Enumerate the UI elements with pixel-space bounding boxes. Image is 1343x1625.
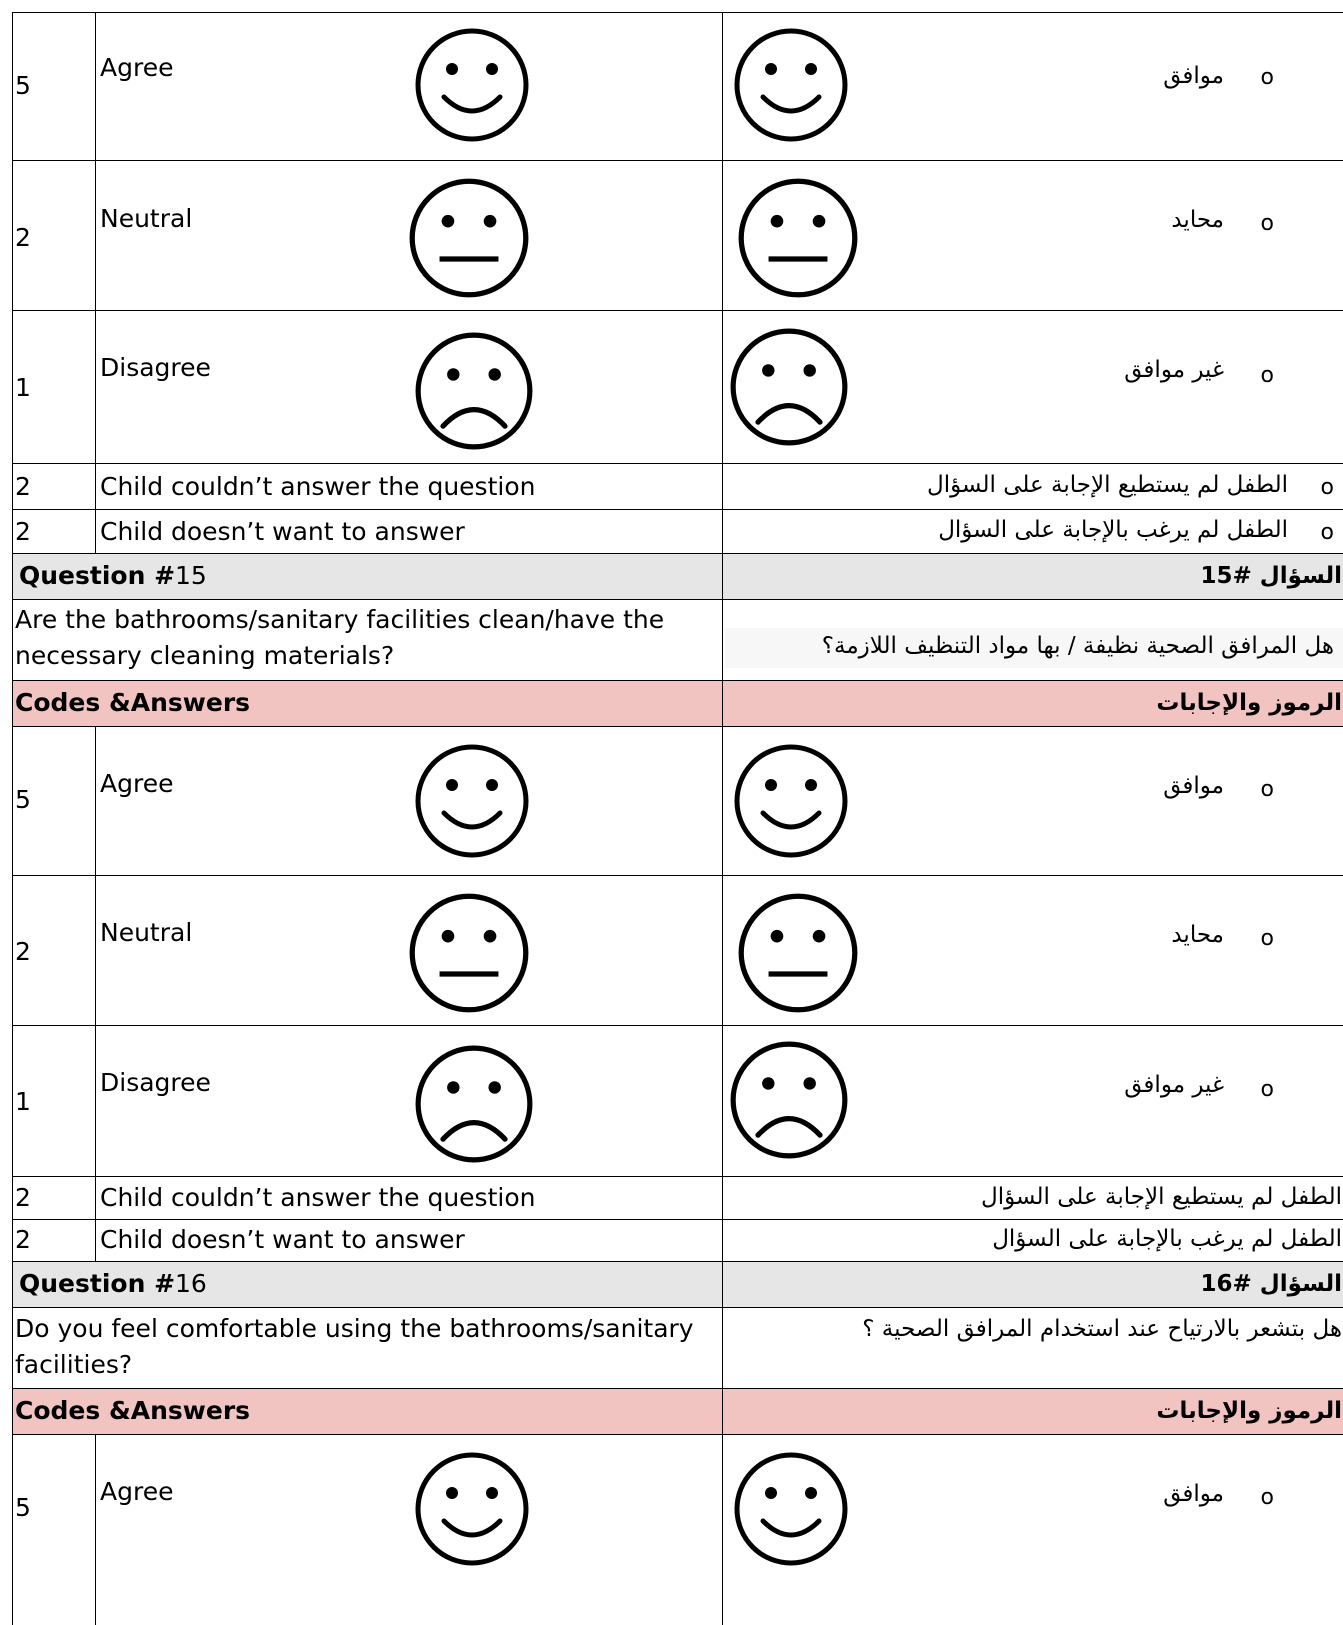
arabic-cell — [723, 554, 1343, 599]
answer-row-neutral — [12, 875, 1343, 1025]
answer-row-agree — [12, 1434, 1343, 1625]
radio-bullet-icon[interactable]: o — [1260, 1077, 1274, 1102]
sad-face-icon — [414, 331, 534, 451]
codes-answers-title: Codes &Answers — [15, 688, 251, 717]
answer-label: Neutral — [100, 204, 193, 233]
answer-label-ar: موافق — [1163, 63, 1224, 89]
answer-code: 5 — [15, 71, 31, 100]
question-label: Question # — [19, 561, 176, 590]
question-number-value: 15 — [175, 561, 207, 590]
arabic-cell — [723, 311, 1343, 463]
answer-code: 1 — [15, 1087, 31, 1116]
radio-bullet-icon[interactable]: o — [1320, 520, 1334, 545]
answer-row-disagree — [12, 310, 1343, 463]
radio-bullet-icon[interactable]: o — [1320, 475, 1334, 500]
answer-row-neutral — [12, 160, 1343, 310]
happy-face-icon — [414, 1451, 530, 1567]
arabic-cell — [723, 1220, 1343, 1261]
question-text-ar: هل المرافق الصحية نظيفة / بها مواد التنظيف اللازمة؟ — [821, 633, 1334, 659]
answer-label-ar: محايد — [1171, 922, 1224, 948]
answer-label: Child couldn’t answer the question — [100, 1183, 536, 1212]
english-cell — [96, 1220, 723, 1261]
answer-label: Disagree — [100, 1068, 211, 1097]
answer-label-ar: الطفل لم يستطيع الإجابة على السؤال — [981, 1184, 1342, 1210]
arabic-cell — [723, 876, 1343, 1025]
question-16-header — [12, 1261, 1343, 1307]
codes-answers-title: Codes &Answers — [15, 1396, 251, 1425]
english-cell — [13, 1389, 723, 1434]
code-cell — [13, 311, 96, 463]
answer-code: 2 — [15, 223, 31, 252]
answer-label-ar: موافق — [1163, 773, 1224, 799]
english-cell — [96, 727, 723, 875]
code-cell — [13, 1177, 96, 1219]
arabic-cell — [723, 464, 1343, 509]
answer-label: Agree — [100, 769, 174, 798]
question-text-line2: necessary cleaning materials? — [15, 641, 395, 670]
question-label: Question # — [19, 1269, 176, 1298]
answer-row-cannot-answer — [12, 1176, 1343, 1219]
english-cell — [96, 464, 723, 509]
question-text-ar: هل بتشعر بالارتياح عند استخدام المرافق الصحية ؟ — [862, 1316, 1342, 1342]
happy-face-icon — [733, 743, 849, 859]
neutral-face-icon — [737, 892, 859, 1014]
code-cell — [13, 876, 96, 1025]
english-cell — [13, 600, 723, 680]
answer-row-refuse — [12, 1219, 1343, 1261]
answer-code: 1 — [15, 373, 31, 402]
codes-answers-header — [12, 680, 1343, 726]
question-number-ar: السؤال #15 — [1200, 563, 1342, 589]
question-16-text — [12, 1307, 1343, 1388]
english-cell — [96, 1177, 723, 1219]
answer-label-ar: الطفل لم يرغب بالإجابة على السؤال — [938, 517, 1288, 543]
answer-row-refuse — [12, 509, 1343, 553]
english-cell — [96, 13, 723, 160]
question-text-line1: Are the bathrooms/sanitary facilities clean/have the — [15, 605, 665, 634]
code-cell — [13, 161, 96, 310]
radio-bullet-icon[interactable]: o — [1260, 1485, 1274, 1510]
arabic-cell — [723, 727, 1343, 875]
radio-bullet-icon[interactable]: o — [1260, 363, 1274, 388]
answer-code: 2 — [15, 517, 31, 546]
question-text-line2: facilities? — [15, 1350, 133, 1379]
questionnaire-table — [12, 12, 1343, 1625]
answer-label: Child couldn’t answer the question — [100, 472, 536, 501]
radio-bullet-icon[interactable]: o — [1260, 926, 1274, 951]
happy-face-icon — [414, 27, 530, 143]
answer-label: Neutral — [100, 918, 193, 947]
answer-code: 5 — [15, 785, 31, 814]
answer-label: Child doesn’t want to answer — [100, 1225, 465, 1254]
english-cell — [96, 311, 723, 463]
answer-label: Agree — [100, 1477, 174, 1506]
answer-label-ar: غير موافق — [1124, 1072, 1224, 1098]
answer-code: 2 — [15, 472, 31, 501]
radio-bullet-icon[interactable]: o — [1260, 777, 1274, 802]
arabic-cell — [723, 1389, 1343, 1434]
radio-bullet-icon[interactable]: o — [1260, 65, 1274, 90]
question-15-header — [12, 553, 1343, 599]
answer-row-agree — [12, 726, 1343, 875]
codes-answers-header — [12, 1388, 1343, 1434]
code-cell — [13, 1435, 96, 1625]
arabic-cell — [723, 681, 1343, 726]
happy-face-icon — [733, 1451, 849, 1567]
neutral-face-icon — [408, 177, 530, 299]
arabic-cell — [723, 600, 1343, 680]
code-cell — [13, 13, 96, 160]
answer-code: 2 — [15, 1225, 31, 1254]
answer-label: Disagree — [100, 353, 211, 382]
answer-label: Child doesn’t want to answer — [100, 517, 465, 546]
code-cell — [13, 1220, 96, 1261]
answer-label: Agree — [100, 53, 174, 82]
answer-code: 5 — [15, 1493, 31, 1522]
arabic-cell — [723, 1177, 1343, 1219]
question-number-ar: السؤال #16 — [1200, 1271, 1342, 1297]
sad-face-icon — [729, 327, 849, 447]
sad-face-icon — [729, 1040, 849, 1160]
arabic-cell — [723, 1308, 1343, 1388]
arabic-cell — [723, 161, 1343, 310]
english-cell — [13, 681, 723, 726]
code-cell — [13, 1026, 96, 1176]
answer-label-ar: الطفل لم يستطيع الإجابة على السؤال — [927, 472, 1288, 498]
answer-row-disagree — [12, 1025, 1343, 1176]
code-cell — [13, 727, 96, 875]
arabic-cell — [723, 510, 1343, 553]
answer-label-ar: الطفل لم يرغب بالإجابة على السؤال — [992, 1226, 1342, 1252]
arabic-cell — [723, 13, 1343, 160]
answer-row-cannot-answer — [12, 463, 1343, 509]
english-cell — [13, 1308, 723, 1388]
happy-face-icon — [414, 743, 530, 859]
radio-bullet-icon[interactable]: o — [1260, 211, 1274, 236]
arabic-cell — [723, 1026, 1343, 1176]
english-cell — [13, 554, 723, 599]
english-cell — [96, 1026, 723, 1176]
codes-answers-title-ar: الرموز والإجابات — [1156, 1398, 1342, 1424]
answer-label-ar: غير موافق — [1124, 357, 1224, 383]
codes-answers-title-ar: الرموز والإجابات — [1156, 690, 1342, 716]
code-cell — [13, 464, 96, 509]
neutral-face-icon — [408, 892, 530, 1014]
english-cell — [96, 1435, 723, 1625]
answer-code: 2 — [15, 937, 31, 966]
question-number — [19, 561, 207, 590]
answer-code: 2 — [15, 1183, 31, 1212]
sad-face-icon — [414, 1044, 534, 1164]
happy-face-icon — [733, 27, 849, 143]
arabic-cell — [723, 1435, 1343, 1625]
answer-label-ar: موافق — [1163, 1481, 1224, 1507]
question-number — [19, 1269, 207, 1298]
question-text-line1: Do you feel comfortable using the bathrooms/sanitary — [15, 1314, 694, 1343]
answer-label-ar: محايد — [1171, 207, 1224, 233]
english-cell — [13, 1262, 723, 1307]
english-cell — [96, 510, 723, 553]
question-15-text — [12, 599, 1343, 680]
english-cell — [96, 876, 723, 1025]
answer-row-agree — [12, 12, 1343, 160]
question-number-value: 16 — [175, 1269, 207, 1298]
english-cell — [96, 161, 723, 310]
code-cell — [13, 510, 96, 553]
arabic-cell — [723, 1262, 1343, 1307]
neutral-face-icon — [737, 177, 859, 299]
